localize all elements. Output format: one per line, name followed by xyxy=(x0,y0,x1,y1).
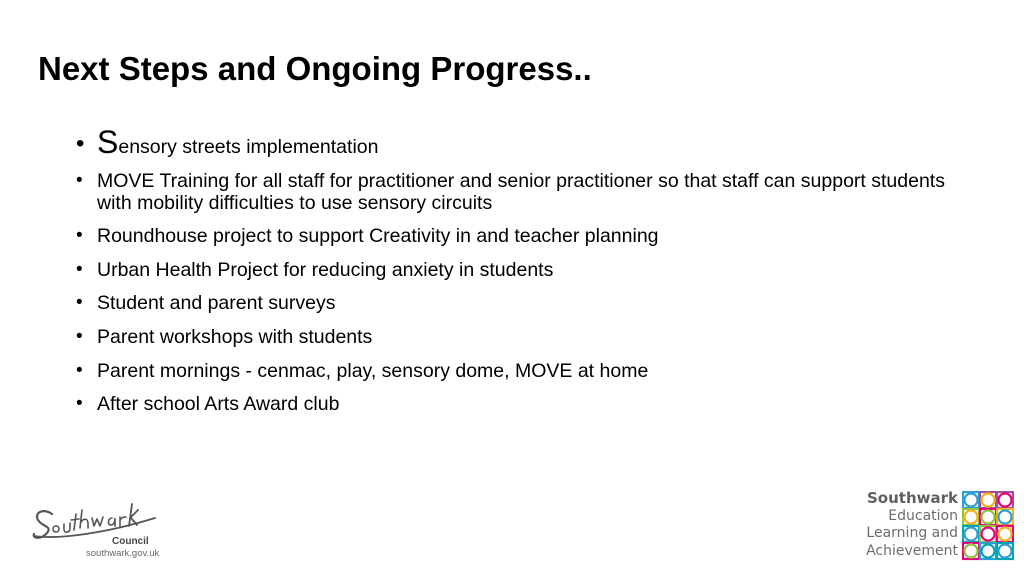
bullet-glyph: • xyxy=(76,359,83,381)
bullet-text: Parent workshops with students xyxy=(97,325,373,348)
bullet-item xyxy=(76,292,956,314)
seal-logo xyxy=(858,490,1018,562)
bullet-glyph: • xyxy=(76,225,83,247)
bullet-item xyxy=(76,225,956,247)
bullet-glyph: • xyxy=(76,292,83,314)
bullet-glyph: • xyxy=(76,325,83,347)
council-word: Council xyxy=(112,536,149,547)
bullet-text: Student and parent surveys xyxy=(97,292,336,315)
seal-line: Achievement xyxy=(866,542,958,559)
bullet-item xyxy=(76,360,956,382)
seal-line: Southwark xyxy=(867,489,958,507)
bullet-list xyxy=(76,124,956,427)
seal-line: Learning and xyxy=(866,525,958,541)
bullet-item xyxy=(76,393,956,415)
southwark-council-logo xyxy=(30,500,165,562)
seal-text xyxy=(866,490,958,560)
bullet-glyph: • xyxy=(76,393,83,415)
bullet-item xyxy=(76,259,956,281)
bullet-item xyxy=(76,124,956,160)
bullet-text: MOVE Training for all staff for practitioner and senior practitioner so that staff can support students with mobility difficulties to use sensory circuits xyxy=(97,169,945,214)
bullet-glyph: • xyxy=(76,169,83,191)
bullet-text: After school Arts Award club xyxy=(97,393,340,416)
bullet-text: Parent mornings - cenmac, play, sensory dome, MOVE at home xyxy=(97,359,649,382)
southwark-script-icon xyxy=(30,500,165,540)
seal-line: Education xyxy=(888,507,958,524)
circle-grid-icon xyxy=(962,491,1014,561)
bullet-glyph: • xyxy=(76,258,83,280)
bullet-text: Roundhouse project to support Creativity in and teacher planning xyxy=(97,225,659,248)
bullet-text: Urban Health Project for reducing anxiety in students xyxy=(97,258,554,281)
council-url: southwark.gov.uk xyxy=(86,548,160,559)
bullet-item xyxy=(76,170,956,214)
bullet-lead-letter: S xyxy=(97,124,119,160)
slide-title: Next Steps and Ongoing Progress.. xyxy=(38,50,592,87)
bullet-item xyxy=(76,326,956,348)
bullet-text: ensory streets implementation xyxy=(118,136,379,158)
bullet-glyph: • xyxy=(76,130,85,157)
